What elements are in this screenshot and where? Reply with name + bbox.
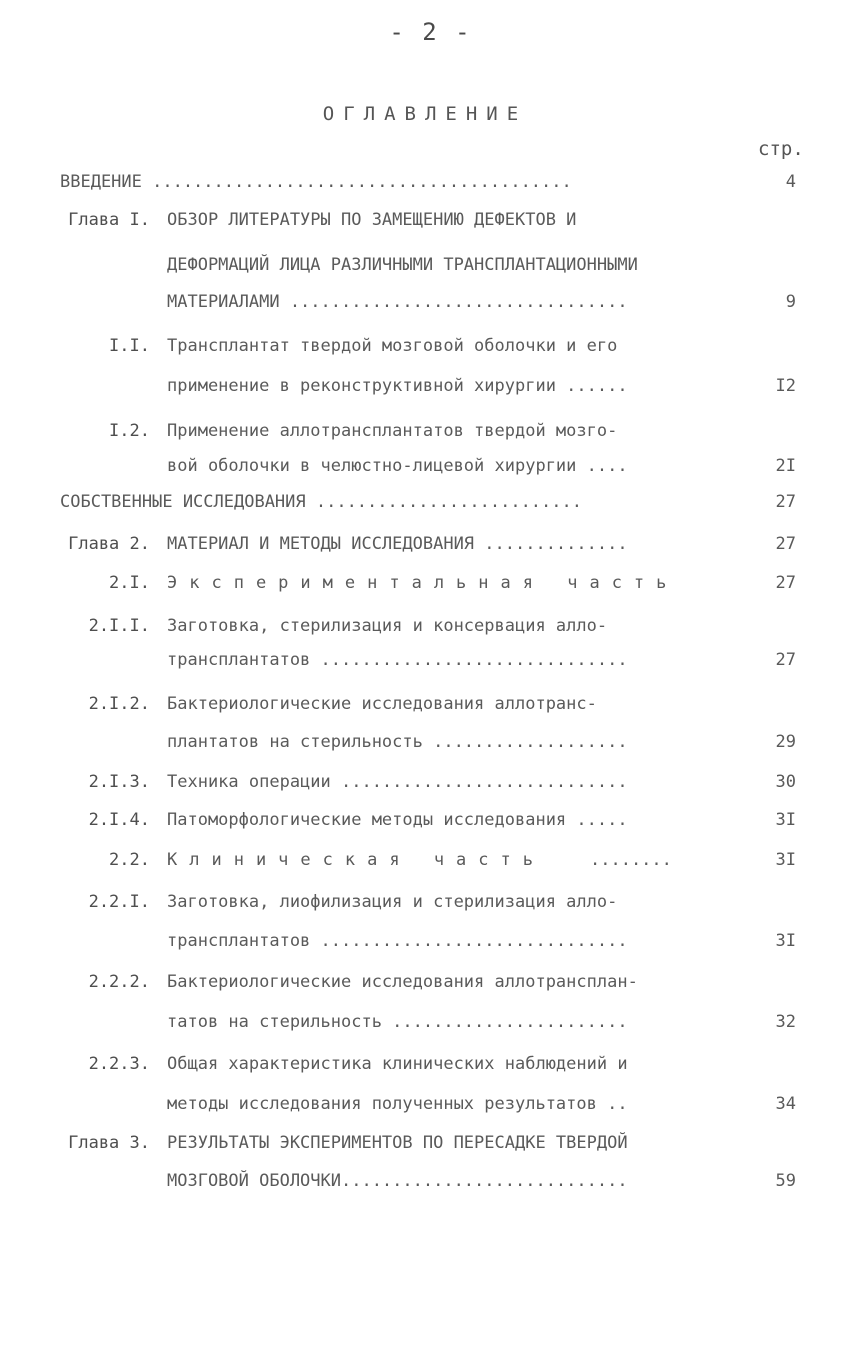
toc-entry-page: 27 [775,492,796,512]
toc-entry [0,1162,861,1200]
toc-entry-number: Глава I. [68,210,150,230]
toc-entry [0,163,861,201]
toc-entry-text: методы исследования полученных результатов .. [167,1094,628,1114]
toc-entry [0,922,861,960]
toc-entry-number: I.2. [109,421,150,441]
toc-entry-number: 2.I.3. [88,772,150,792]
toc-entry-page: 30 [775,772,796,792]
toc-entry-page: 27 [775,534,796,554]
toc-entry-text: ДЕФОРМАЦИЙ ЛИЦА РАЗЛИЧНЫМИ ТРАНСПЛАНТАЦИОННЫМИ [167,255,638,275]
toc-entry [0,201,861,239]
toc-entry-text: применение в реконструктивной хирургии ...... [167,376,628,396]
toc-entry-page: 59 [775,1171,796,1191]
toc-entry-text: Трансплантат твердой мозговой оболочки и его [167,336,618,356]
toc-entry [0,685,861,723]
toc-entry-page: 29 [775,732,796,752]
toc-entry-text: Общая характеристика клинических наблюдений и [167,1054,628,1074]
toc-entry-text: Экспериментальная часть [167,573,679,593]
toc-entry-text: Применение аллотрансплантатов твердой мозго- [167,421,618,441]
toc-entry [0,564,861,602]
toc-entry-text: Клиническая часть [167,850,545,870]
toc-entry-text: Заготовка, стерилизация и консервация алло- [167,616,608,636]
toc-entry-page: 2I [775,456,796,476]
toc-entry-text: Патоморфологические методы исследования ..... [167,810,628,830]
toc-entry-number: 2.I.I. [88,616,150,636]
toc-entry-text: плантатов на стерильность ................... [167,732,628,752]
toc-entry-text: Бактериологические исследования аллотранс- [167,694,597,714]
toc-entry-text: татов на стерильность ....................... [167,1012,628,1032]
toc-entry-number: Глава 3. [68,1133,150,1153]
toc-entry-text: ВВЕДЕНИЕ ......................................... [60,172,572,192]
toc-entry-page: 3I [775,931,796,951]
page-column-label: стр. [758,138,804,160]
toc-entry [0,801,861,839]
toc-entry [0,1045,861,1083]
toc-title: ОГЛАВЛЕНИЕ [322,103,528,125]
toc-entry [0,447,861,485]
toc-entry-page: 27 [775,573,796,593]
toc-entry-text: ОБЗОР ЛИТЕРАТУРЫ ПО ЗАМЕЩЕНИЮ ДЕФЕКТОВ И [167,210,577,230]
toc-entry [0,607,861,645]
toc-entry [0,483,861,521]
page-number: - 2 - [389,18,472,46]
toc-entry [0,412,861,450]
toc-entry [0,883,861,921]
toc-entry [0,246,861,284]
toc-entry-number: 2.2. [109,850,150,870]
toc-entry-number: 2.I. [109,573,150,593]
toc-entry-text: вой оболочки в челюстно-лицевой хирургии .... [167,456,628,476]
toc-entry-leader: ........ [590,850,672,870]
toc-entry-text: Техника операции ............................ [167,772,628,792]
toc-entry-text: Заготовка, лиофилизация и стерилизация алло- [167,892,618,912]
toc-entry-number: I.I. [109,336,150,356]
toc-entry [0,283,861,321]
toc-entry-page: 34 [775,1094,796,1114]
toc-entry [0,1124,861,1162]
toc-entry-page: 27 [775,650,796,670]
toc-entry-number: 2.2.3. [88,1054,150,1074]
toc-entry-text: трансплантатов .............................. [167,931,628,951]
toc-entry-number: 2.I.4. [88,810,150,830]
toc-entry-number: 2.I.2. [88,694,150,714]
toc-entry-text: СОБСТВЕННЫЕ ИССЛЕДОВАНИЯ .......................... [60,492,582,512]
toc-entry-text: трансплантатов .............................. [167,650,628,670]
toc-entry [0,1085,861,1123]
toc-entry-page: 9 [785,292,796,312]
toc-entry [0,641,861,679]
toc-entry-number: 2.2.2. [88,972,150,992]
toc-entry-text: РЕЗУЛЬТАТЫ ЭКСПЕРИМЕНТОВ ПО ПЕРЕСАДКЕ ТВЕРДОЙ [167,1133,628,1153]
toc-entry-text: Бактериологические исследования аллотрансплан- [167,972,638,992]
toc-entry [0,841,861,879]
toc-entry [0,723,861,761]
toc-entry [0,1003,861,1041]
toc-entry-page: 4 [785,172,796,192]
toc-entry [0,367,861,405]
toc-entry-text: МАТЕРИАЛАМИ ................................. [167,292,628,312]
toc-entry-text: МАТЕРИАЛ И МЕТОДЫ ИССЛЕДОВАНИЯ .............. [167,534,628,554]
toc-entry [0,763,861,801]
toc-entry-page: 3I [775,810,796,830]
toc-entry [0,963,861,1001]
toc-entry-text: МОЗГОВОЙ ОБОЛОЧКИ............................ [167,1171,628,1191]
toc-entry-page: 3I [775,850,796,870]
toc-entry-number: Глава 2. [68,534,150,554]
toc-entry [0,525,861,563]
toc-entry-page: I2 [775,376,796,396]
toc-entry-page: 32 [775,1012,796,1032]
toc-entry-number: 2.2.I. [88,892,150,912]
toc-entry [0,327,861,365]
